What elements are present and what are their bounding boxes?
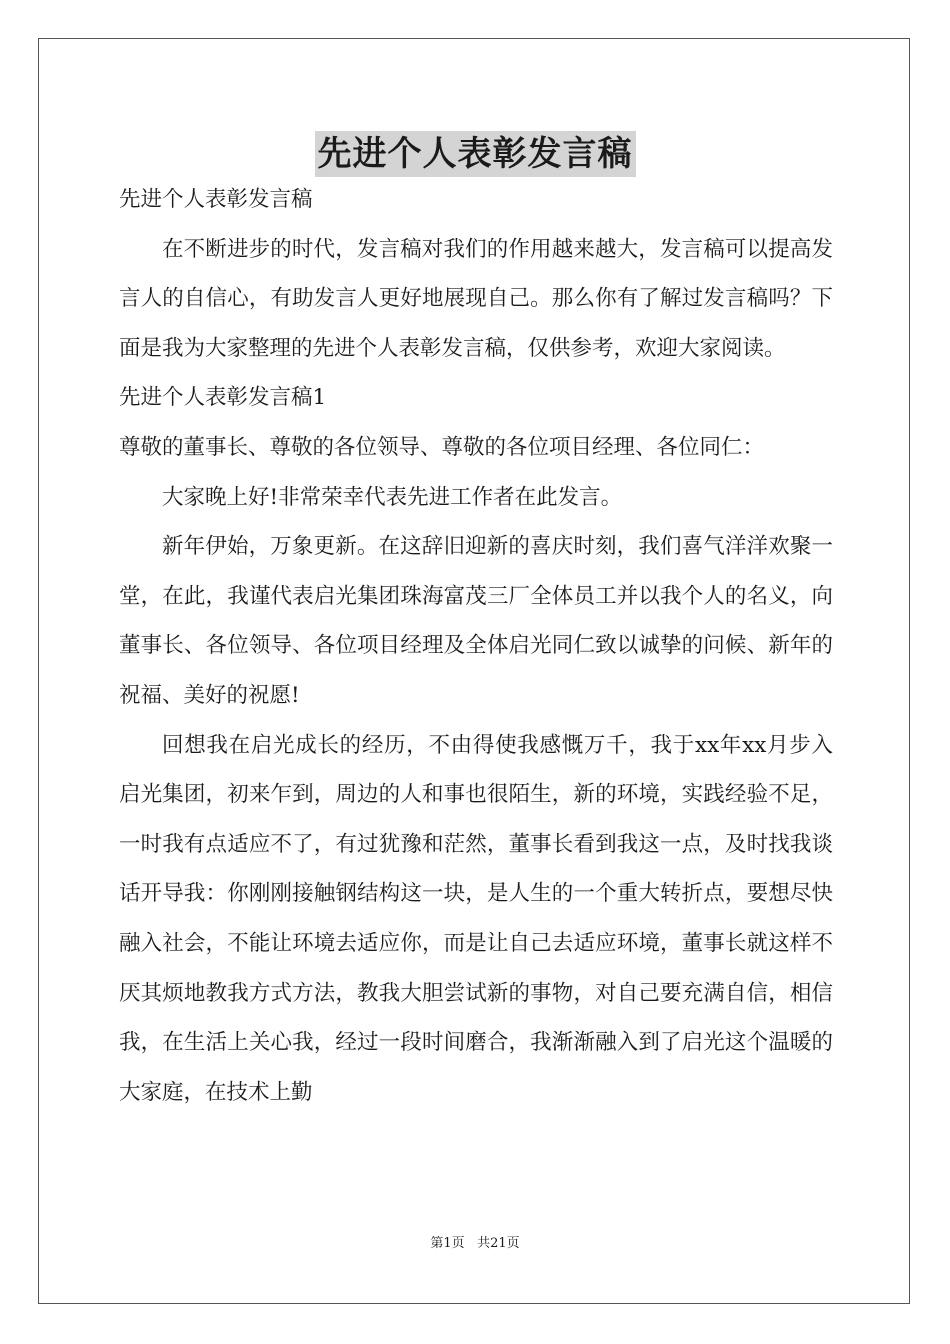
page-total: 共21页 <box>477 1236 520 1251</box>
document-title: 先进个人表彰发言稿 <box>315 131 636 177</box>
salutation: 尊敬的董事长、尊敬的各位领导、尊敬的各位项目经理、各位同仁： <box>119 434 765 460</box>
greeting-paragraph: 大家晚上好!非常荣幸代表先进工作者在此发言。 <box>162 484 623 510</box>
intro-paragraph: 在不断进步的时代，发言稿对我们的作用越来越大，发言稿可以提高发言人的自信心，有助发言人更好地展现自己。那么你有了解过发言稿吗？下面是我为大家整理的先进个人表彰发言稿，仅供参考，欢迎大家阅读。 <box>119 236 833 361</box>
body-paragraph: 新年伊始，万象更新。在这辞旧迎新的喜庆时刻，我们喜气洋洋欢聚一堂，在此，我谨代表启光集团珠海富茂三厂全体员工并以我个人的名义，向董事长、各位领导、各位项目经理及全体启光同仁致以诚挚的问候、新年的祝福、美好的祝愿! <box>119 534 833 708</box>
section-heading: 先进个人表彰发言稿 <box>119 187 313 212</box>
section-heading: 先进个人表彰发言稿1 <box>119 385 327 411</box>
document-body <box>119 175 833 1117</box>
body-paragraph: 回想我在启光成长的经历，不由得使我感慨万千，我于xx年xx月步入启光集团，初来乍到，周边的人和事也很陌生，新的环境，实践经验不足，一时我有点适应不了，有过犹豫和茫然，董事长看到我这一点，及时找我谈话开导我：你刚刚接触钢结构这一块，是人生的一个重大转折点，要想尽快融入社会，不能让环境去适应你，而是让自己去适应环境，董事长就这样不厌其烦地教我方式方法，教我大胆尝试新的事物，对自己要充满自信，相信我，在生活上关心我，经过一段时间磨合，我渐渐融入到了启光这个温暖的大家庭，在技术上勤 <box>119 732 833 1105</box>
title-wrapper <box>39 131 911 177</box>
page-number: 第1页 <box>430 1236 465 1251</box>
page-footer <box>39 1235 911 1253</box>
document-page <box>38 38 910 1304</box>
